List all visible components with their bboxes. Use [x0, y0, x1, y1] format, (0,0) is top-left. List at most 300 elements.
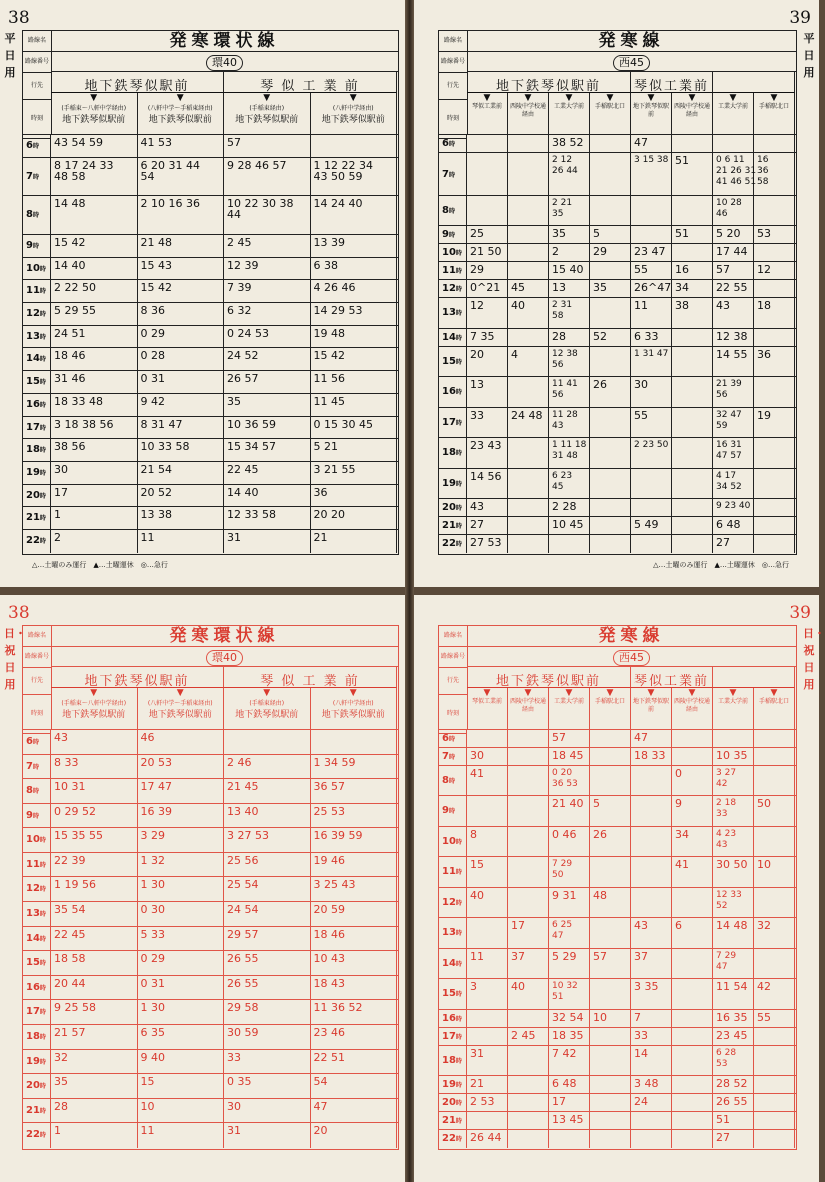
minute-cell: 24 — [631, 1094, 672, 1111]
minute-cell: 36 — [754, 347, 795, 376]
minute-cell: 5 — [590, 796, 631, 825]
hour-cell — [23, 462, 51, 484]
hour-cell — [439, 1076, 467, 1093]
minute-cell — [672, 1112, 713, 1129]
table-row — [439, 329, 796, 347]
hour-suffix: 時 — [455, 1135, 462, 1143]
minute-cell: 21 — [467, 1076, 508, 1093]
table-row — [23, 730, 398, 755]
minute-cell: 23 47 — [631, 244, 672, 261]
header-label: 路線名 — [23, 31, 51, 52]
hour-suffix: 時 — [455, 1100, 462, 1108]
hour-suffix: 時 — [39, 492, 46, 500]
minute-cell — [508, 535, 549, 553]
minute-cell: 2 18 33 — [713, 796, 754, 825]
down-arrow-icon: ▼ — [524, 93, 532, 103]
direction-name: 琴 似 工 業 前 — [260, 79, 360, 94]
minute-cell: 9 31 — [549, 888, 590, 917]
minute-cell: 45 — [508, 280, 549, 297]
minute-cell: 10 — [754, 857, 795, 886]
hour-suffix: 時 — [39, 265, 46, 273]
hour-suffix: 時 — [455, 869, 462, 877]
minute-cell — [590, 347, 631, 376]
hour-cell — [23, 1099, 51, 1123]
minute-cell: 11 — [138, 1123, 225, 1148]
down-arrow-icon: ▼ — [263, 688, 271, 698]
hour-suffix: 時 — [448, 141, 455, 148]
minute-cell: 14 40 — [51, 258, 138, 280]
header-label: 行先 — [439, 73, 467, 100]
minute-cell: 37 — [508, 949, 549, 978]
down-arrow-icon: ▼ — [349, 688, 357, 698]
minute-cell: 11 41 56 — [549, 377, 590, 406]
direction-group — [51, 71, 224, 93]
hour-number: 9 — [442, 229, 449, 241]
minute-cell: 4 26 46 — [311, 280, 398, 302]
table-row — [439, 949, 796, 979]
down-arrow-icon: ▼ — [688, 688, 696, 698]
table-row — [439, 438, 796, 468]
hour-suffix: 時 — [39, 447, 46, 455]
minute-cell — [631, 499, 672, 516]
table-row — [439, 796, 796, 826]
hour-number: 12 — [442, 896, 456, 908]
hour-suffix: 時 — [32, 212, 39, 220]
hour-suffix: 時 — [32, 739, 39, 746]
minute-cell: 20 — [467, 347, 508, 376]
minute-cell — [672, 748, 713, 765]
hour-number: 15 — [26, 957, 40, 969]
minute-cell: 15 — [467, 857, 508, 886]
hour-number: 22 — [26, 535, 40, 547]
table-row — [23, 135, 398, 158]
minute-cell — [754, 499, 795, 516]
minute-cell: 36 57 — [311, 779, 398, 803]
minute-cell: 15 40 — [549, 262, 590, 279]
destination-column — [590, 688, 631, 730]
table-row — [439, 1094, 796, 1112]
minute-cell: 20 59 — [311, 902, 398, 926]
hour-number: 20 — [442, 502, 456, 514]
table-row — [23, 462, 398, 485]
hour-suffix: 時 — [455, 991, 462, 999]
minute-cell: 2 23 50 — [631, 438, 672, 467]
destination-column — [224, 688, 311, 730]
table-row — [23, 1050, 398, 1075]
minute-cell — [590, 1130, 631, 1148]
minute-cell: 28 52 — [713, 1076, 754, 1093]
minute-cell: 6 25 47 — [549, 918, 590, 947]
minute-cell — [754, 1046, 795, 1075]
hour-cell — [439, 298, 467, 327]
hour-cell — [23, 394, 51, 416]
direction-name: 地下鉄琴似駅前 — [84, 79, 190, 94]
minute-cell: 18 35 — [549, 1028, 590, 1045]
minute-cell: 25 54 — [224, 877, 311, 901]
minute-cell: 5 20 — [713, 226, 754, 243]
hour-cell — [439, 329, 467, 346]
minute-cell: 27 53 — [467, 535, 508, 553]
minute-cell: 1 19 56 — [51, 877, 138, 901]
hour-number: 22 — [442, 537, 456, 549]
minute-cell: 20 53 — [138, 755, 225, 779]
minute-cell: 2 10 16 36 — [138, 196, 225, 234]
minute-cell: 40 — [467, 888, 508, 917]
minute-cell: 37 — [631, 949, 672, 978]
direction-name: 地下鉄琴似駅前 — [495, 79, 601, 94]
minute-cell: 7 39 — [224, 280, 311, 302]
hour-number: 6 — [26, 736, 33, 747]
minute-cell — [224, 730, 311, 754]
timetable — [22, 625, 399, 1150]
minute-cell: 16 31 47 57 — [713, 438, 754, 467]
hour-suffix: 時 — [39, 538, 46, 546]
hour-number: 11 — [26, 858, 40, 870]
minute-cell: 2 46 — [224, 755, 311, 779]
hour-number: 11 — [442, 265, 456, 277]
minute-cell: 41 53 — [138, 135, 225, 157]
hour-number: 11 — [26, 285, 40, 297]
destination-name: 手稲駅北口 — [758, 103, 789, 110]
hour-suffix: 時 — [448, 736, 455, 743]
hour-number: 17 — [26, 421, 40, 433]
minute-cell: 26 — [590, 827, 631, 856]
minute-cell: 9 42 — [138, 394, 225, 416]
hour-number: 9 — [442, 805, 449, 817]
minute-cell: 38 56 — [51, 439, 138, 461]
minute-cell — [672, 1094, 713, 1111]
route-via: (八軒中学～手稲東経由) — [147, 700, 213, 707]
table-row — [439, 766, 796, 796]
destination-column — [508, 93, 549, 135]
minute-cell — [672, 1046, 713, 1075]
minute-cell: 30 — [467, 748, 508, 765]
minute-cell — [590, 135, 631, 152]
destination-name: 工業大学前 — [553, 698, 584, 705]
hour-cell — [439, 1130, 467, 1148]
minute-cell: 21 40 — [549, 796, 590, 825]
minute-cell — [590, 1046, 631, 1075]
hour-cell — [23, 417, 51, 439]
minute-cell — [467, 730, 508, 747]
destination-name: 手稲駅北口 — [594, 103, 625, 110]
minute-cell: 29 58 — [224, 1000, 311, 1024]
hour-suffix: 時 — [455, 1082, 462, 1090]
down-arrow-icon: ▼ — [770, 93, 778, 103]
minute-cell — [754, 438, 795, 467]
hour-cell — [439, 244, 467, 261]
hour-cell — [23, 779, 51, 803]
minute-cell — [754, 1094, 795, 1111]
minute-cell — [754, 517, 795, 534]
minute-cell: 8 17 24 33 48 58 — [51, 158, 138, 196]
minute-cell: 51 — [672, 226, 713, 243]
minute-cell: 33 — [631, 1028, 672, 1045]
minute-cell — [467, 1028, 508, 1045]
table-row — [23, 394, 398, 417]
minute-cell: 2 53 — [467, 1094, 508, 1111]
minute-cell — [590, 408, 631, 437]
hour-number: 14 — [26, 353, 40, 365]
direction-row — [51, 666, 398, 730]
destination-name: 西陵中学校通経由 — [673, 698, 710, 713]
timetable-grid — [439, 135, 796, 554]
down-arrow-icon: ▼ — [729, 93, 737, 103]
destination-column — [549, 688, 590, 730]
minute-cell: 11 — [631, 298, 672, 327]
hour-cell — [23, 1123, 51, 1148]
destination-column — [672, 93, 713, 135]
minute-cell: 9 — [672, 796, 713, 825]
minute-cell: 9 28 46 57 — [224, 158, 311, 196]
route-via: (八軒中学経由) — [332, 700, 374, 707]
hour-number: 17 — [26, 1006, 40, 1018]
table-row — [439, 298, 796, 328]
hour-cell — [439, 469, 467, 498]
hour-cell — [23, 804, 51, 828]
table-row — [439, 535, 796, 553]
minute-cell — [590, 196, 631, 225]
minute-cell: 25 — [467, 226, 508, 243]
header-label: 行先 — [23, 73, 51, 100]
down-arrow-icon: ▼ — [729, 688, 737, 698]
minute-cell: 0 24 53 — [224, 326, 311, 348]
minute-cell: 0 30 — [138, 902, 225, 926]
hour-cell — [439, 748, 467, 765]
hour-number: 20 — [26, 489, 40, 501]
table-row — [23, 902, 398, 927]
hour-number: 6 — [442, 138, 449, 149]
destination-name: 手稲駅北口 — [758, 698, 789, 705]
minute-cell — [508, 748, 549, 765]
route-via: (八軒中学～手稲東経由) — [147, 105, 213, 112]
destination-column — [754, 93, 795, 135]
minute-cell: 34 — [672, 280, 713, 297]
table-row — [23, 755, 398, 780]
hour-number: 13 — [26, 908, 40, 920]
minute-cell: 3 29 — [138, 828, 225, 852]
minute-cell — [754, 280, 795, 297]
minute-cell: 18 33 48 — [51, 394, 138, 416]
minute-cell: 8 31 47 — [138, 417, 225, 439]
destination-name: 地下鉄琴似駅前 — [235, 115, 299, 125]
hour-number: 13 — [442, 927, 456, 939]
page-number: 39 — [789, 8, 811, 28]
minute-cell: 6 — [672, 918, 713, 947]
route-badge: 西45 — [613, 650, 650, 666]
minute-cell: 24 54 — [224, 902, 311, 926]
timetable-page — [414, 0, 819, 587]
minute-cell: 3 27 53 — [224, 828, 311, 852]
minute-cell — [590, 1112, 631, 1129]
minute-cell: 13 45 — [549, 1112, 590, 1129]
minute-cell — [590, 298, 631, 327]
hour-suffix: 時 — [39, 935, 46, 943]
hour-cell — [23, 348, 51, 370]
hour-suffix: 時 — [448, 207, 455, 215]
minute-cell — [508, 329, 549, 346]
minute-cell: 16 — [672, 262, 713, 279]
minute-cell — [672, 979, 713, 1008]
minute-cell — [508, 153, 549, 195]
minute-cell: 35 — [51, 1074, 138, 1098]
hour-suffix: 時 — [455, 930, 462, 938]
minute-cell — [508, 827, 549, 856]
table-row — [439, 135, 796, 153]
minute-cell — [590, 748, 631, 765]
destination-name: 地下鉄琴似駅前 — [235, 710, 299, 720]
minute-cell: 33 — [467, 408, 508, 437]
minute-cell: 10 — [590, 1010, 631, 1027]
minute-cell: 30 50 — [713, 857, 754, 886]
hour-suffix: 時 — [455, 540, 462, 548]
table-row — [439, 918, 796, 948]
minute-cell — [754, 196, 795, 225]
minute-cell — [631, 196, 672, 225]
minute-cell: 5 33 — [138, 927, 225, 951]
minute-cell: 0 46 — [549, 827, 590, 856]
minute-cell — [590, 1028, 631, 1045]
minute-cell: 26^47 — [631, 280, 672, 297]
minute-cell: 18 58 — [51, 951, 138, 975]
minute-cell — [508, 377, 549, 406]
hour-number: 9 — [26, 809, 33, 821]
hour-cell — [23, 730, 51, 754]
down-arrow-icon: ▼ — [524, 688, 532, 698]
minute-cell: 6 33 — [631, 329, 672, 346]
minute-cell: 7 29 47 — [713, 949, 754, 978]
hour-cell — [23, 530, 51, 553]
minute-cell — [590, 517, 631, 534]
hour-number: 18 — [442, 447, 456, 459]
minute-cell — [672, 535, 713, 553]
direction-name: 琴似工業前 — [633, 79, 709, 94]
minute-cell — [754, 1076, 795, 1093]
hour-suffix: 時 — [39, 1083, 46, 1091]
minute-cell: 43 — [51, 730, 138, 754]
route-via: (手稲東経由) — [249, 700, 285, 707]
hour-number: 6 — [442, 733, 449, 744]
hour-number: 10 — [442, 835, 456, 847]
minute-cell: 22 55 — [713, 280, 754, 297]
hour-suffix: 時 — [39, 1009, 46, 1017]
minute-cell — [467, 1112, 508, 1129]
header-labels — [439, 31, 468, 134]
destination-column — [713, 93, 754, 135]
table-row — [439, 1130, 796, 1148]
hour-number: 14 — [442, 957, 456, 969]
route-badge: 環40 — [206, 650, 243, 666]
hour-number: 10 — [26, 834, 40, 846]
minute-cell: 29 57 — [224, 927, 311, 951]
table-row — [439, 1028, 796, 1046]
hour-number: 18 — [442, 1054, 456, 1066]
hour-cell — [23, 828, 51, 852]
table-row — [439, 499, 796, 517]
minute-cell: 7 35 — [467, 329, 508, 346]
direction-row — [51, 71, 398, 135]
minute-cell: 27 — [467, 517, 508, 534]
hour-number: 7 — [442, 750, 449, 762]
destination-column — [467, 93, 508, 135]
hour-number: 15 — [442, 988, 456, 1000]
minute-cell — [631, 827, 672, 856]
minute-cell: 26 — [590, 377, 631, 406]
destination-column — [590, 93, 631, 135]
minute-cell: 35 — [590, 280, 631, 297]
minute-cell — [672, 377, 713, 406]
minute-cell: 4 23 43 — [713, 827, 754, 856]
table-row — [439, 1076, 796, 1094]
minute-cell — [754, 1028, 795, 1045]
header-label: 路線名 — [439, 626, 467, 647]
minute-cell: 18 43 — [311, 976, 398, 1000]
header-label: 行先 — [439, 668, 467, 695]
hour-cell — [439, 499, 467, 516]
timetable-page — [0, 595, 405, 1182]
minute-cell — [590, 1094, 631, 1111]
hour-number: 7 — [26, 760, 33, 772]
destination-column — [713, 688, 754, 730]
minute-cell: 11 54 — [713, 979, 754, 1008]
minute-cell — [508, 226, 549, 243]
direction-group — [467, 666, 631, 688]
minute-cell: 29 — [590, 244, 631, 261]
route-row — [467, 51, 796, 72]
hour-number: 8 — [26, 209, 33, 221]
hour-number: 17 — [442, 1030, 456, 1042]
down-arrow-icon: ▼ — [90, 688, 98, 698]
minute-cell — [754, 730, 795, 747]
destination-name: 地下鉄琴似駅前 — [62, 115, 126, 125]
hour-number: 12 — [442, 283, 456, 295]
hour-number: 11 — [442, 866, 456, 878]
minute-cell — [508, 517, 549, 534]
destination-name: 西陵中学校通経由 — [509, 103, 546, 118]
minute-cell: 3 15 38 — [631, 153, 672, 195]
hour-cell — [23, 326, 51, 348]
header-label: 時刻 — [23, 695, 51, 734]
minute-cell: 25 56 — [224, 853, 311, 877]
minute-cell: 10 35 — [713, 748, 754, 765]
table-row — [439, 827, 796, 857]
minute-cell: 18 45 — [549, 748, 590, 765]
header-label: 路線名 — [23, 626, 51, 647]
hour-suffix: 時 — [39, 984, 46, 992]
minute-cell: 14 40 — [224, 485, 311, 507]
hour-number: 21 — [26, 512, 40, 524]
table-row — [439, 888, 796, 918]
minute-cell: 6 32 — [224, 303, 311, 325]
minute-cell: 4 17 34 52 — [713, 469, 754, 498]
minute-cell: 8 33 — [51, 755, 138, 779]
minute-cell: 46 — [138, 730, 225, 754]
hour-cell — [439, 979, 467, 1008]
minute-cell: 40 — [508, 979, 549, 1008]
minute-cell: 2 45 — [508, 1028, 549, 1045]
minute-cell: 32 — [754, 918, 795, 947]
minute-cell: 21 57 — [51, 1025, 138, 1049]
table-row — [439, 979, 796, 1009]
hour-number: 20 — [26, 1080, 40, 1092]
book-gutter — [405, 0, 414, 1182]
header-label: 時刻 — [439, 695, 467, 734]
header-labels — [23, 31, 52, 134]
hour-suffix: 時 — [39, 886, 46, 894]
hour-number: 12 — [26, 308, 40, 320]
minute-cell: 16 36 58 — [754, 153, 795, 195]
destination-column — [138, 93, 225, 135]
